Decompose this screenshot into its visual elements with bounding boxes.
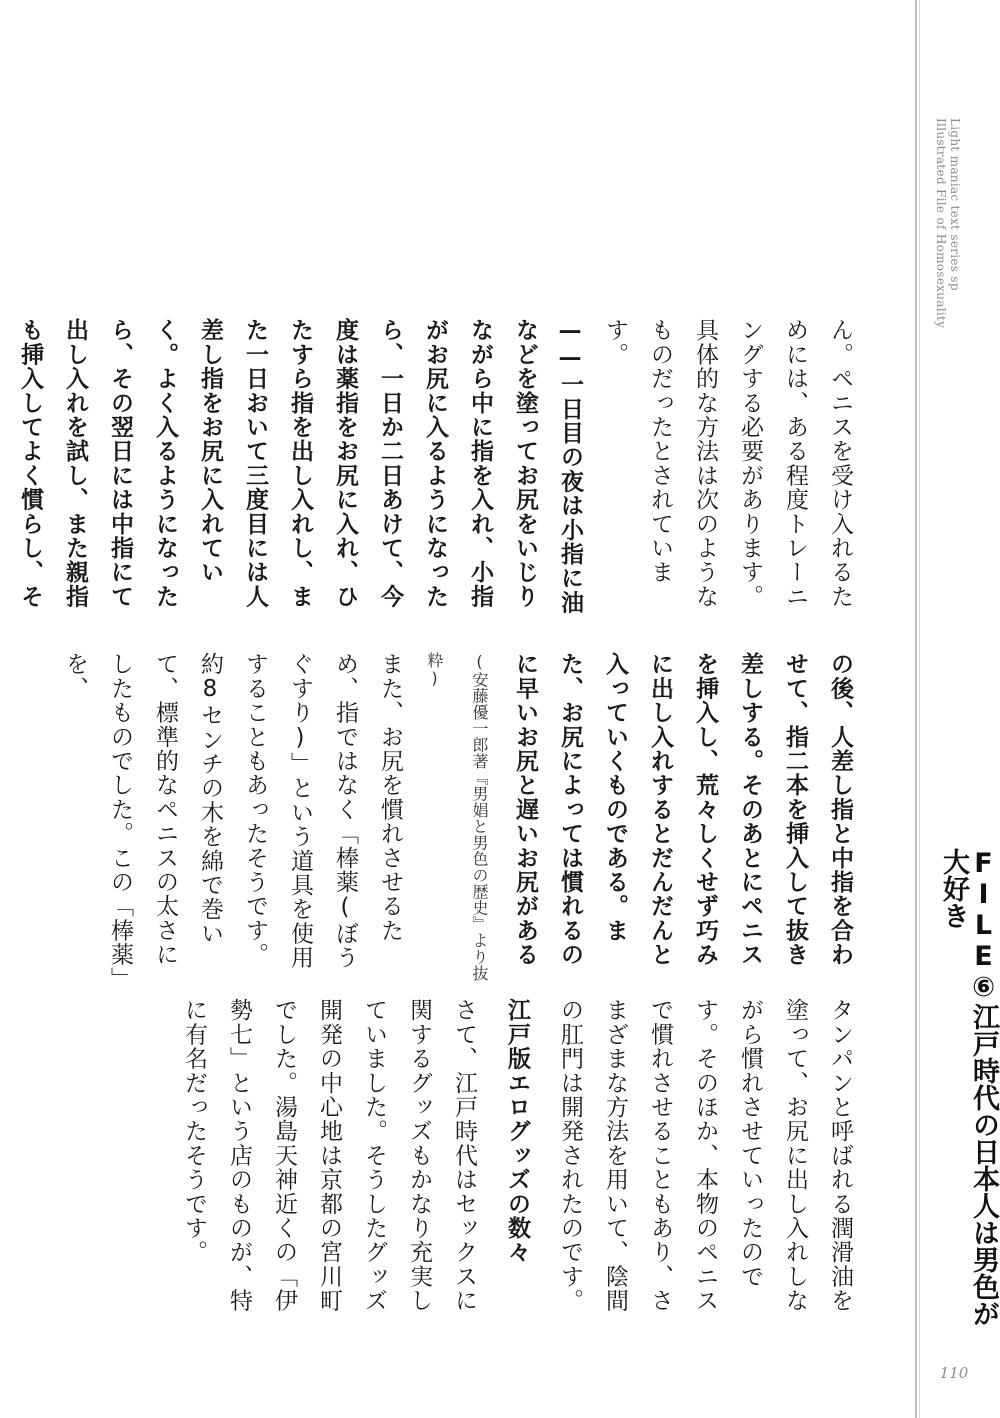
- citation: (安藤優一郎著『男娼と男色の歴史』より抜粋): [425, 652, 489, 981]
- series-line-1: Light maniac text series sp: [948, 118, 962, 291]
- quoted-passage: ——一日目の夜は小指に油などを塗ってお尻をいじりながら中に指を入れ、小指がお尻に入るようになったら、一日か二日あけて、今度は薬指をお尻に入れ、ひたすら指を出し入れし、また一日おいて三度目には人差し指をお尻に入れていく。よく入るようになったら、その翌日には中指にて出し入れを試し、また親指も挿入してよく慣らし、そ: [17, 318, 583, 615]
- margin-rule-thin: [919, 0, 920, 1418]
- page-number: 110: [939, 1364, 969, 1382]
- body-paragraph: タンパンと呼ばれる潤滑油を塗って、お尻に出し入れしながら慣れさせていったのです。そのほか、本物のペニスで慣れさせることもあり、さまざまな方法を用いて、陰間の肛門は開発されたのです。: [557, 998, 853, 1313]
- text-tier-1: [17, 318, 862, 630]
- series-line-2: Illustrated File of Homosexuality: [934, 118, 948, 329]
- body-paragraph: また、お尻を慣れさせるため、指ではなく「棒薬(ぼうぐすり)」という道具を使用することもあったそうです。約8センチの木を綿で巻いて、標準的なペニスの太さにしたものでした。この「棒薬」を、: [62, 652, 403, 980]
- body-paragraph: さて、江戸時代はセックスに関するグッズもかなり充実していました。そうしたグッズ開発の中心地は京都の宮川町でした。湯島天神近くの「伊勢七」という店のものが、特に有名だったそうです。: [181, 998, 477, 1313]
- text-tier-2: [62, 652, 862, 982]
- series-title: [934, 118, 962, 348]
- text-tier-3: [100, 998, 862, 1328]
- body-paragraph: ん。ペニスを受け入れるためには、ある程度トレーニングする必要があります。具体的な方法は次のようなものだったとされています。: [602, 318, 853, 609]
- quoted-passage-continued: の後、人差し指と中指を合わせて、指二本を挿入して抜き差しする。そのあとにペニスを挿入し、荒々しくせず巧みに出し入れするとだんだんと入っていくものである。また、お尻によっては慣れるのに早いお尻と遅いお尻がある: [512, 652, 853, 967]
- section-heading: 江戸版エログッズの数々: [504, 998, 530, 1265]
- margin-rule: [915, 0, 917, 1418]
- chapter-title: FILE⑥江戸時代の日本人は男色が大好き: [938, 848, 999, 1327]
